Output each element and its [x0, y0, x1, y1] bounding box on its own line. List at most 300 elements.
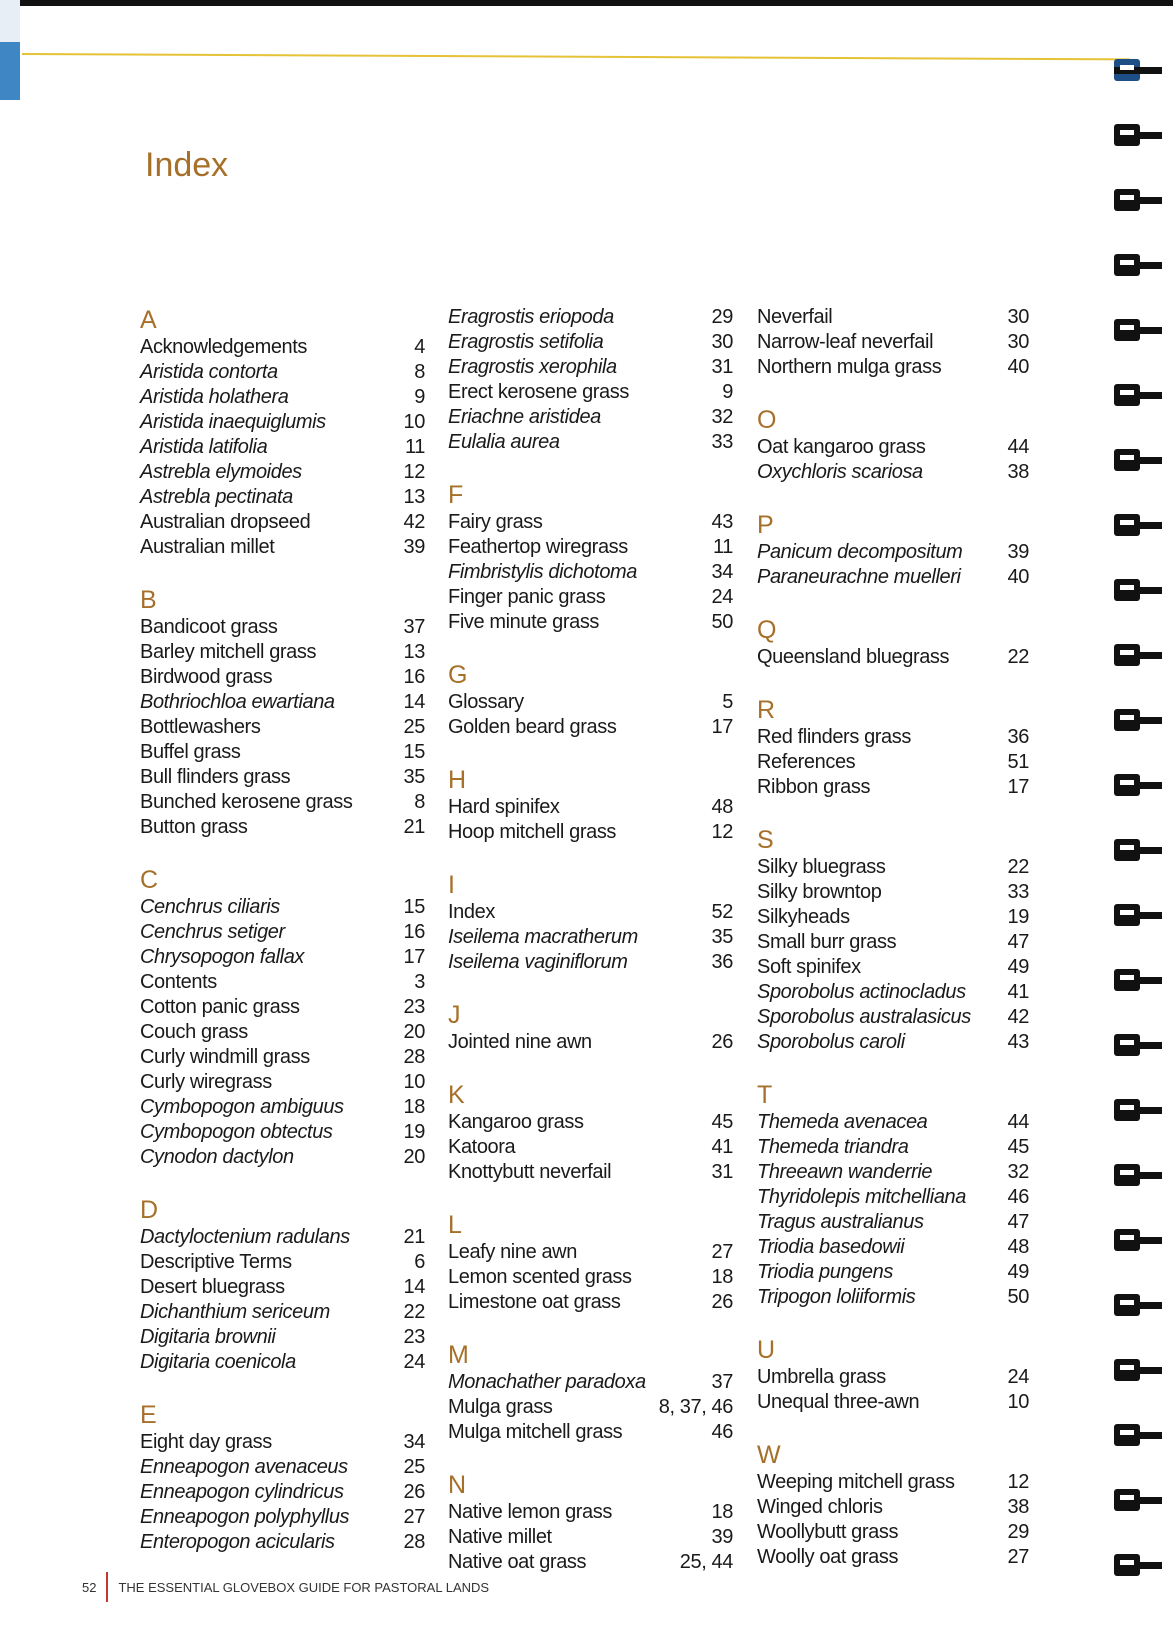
binding-coil: [1112, 250, 1162, 280]
entry-page: 23: [403, 1326, 425, 1348]
index-section: [140, 585, 425, 840]
index-entry: [448, 1370, 733, 1395]
index-entry: [140, 920, 425, 945]
entry-page: 50: [711, 611, 733, 633]
entry-name: Thyridolepis mitchelliana: [757, 1186, 966, 1208]
entry-page: 38: [1007, 461, 1029, 483]
entry-name: Eulalia aurea: [448, 431, 560, 453]
entry-name: Winged chloris: [757, 1496, 883, 1518]
index-entry: [448, 1500, 733, 1525]
entry-page: 28: [403, 1531, 425, 1553]
entry-page: 14: [403, 691, 425, 713]
index-entry: [448, 1290, 733, 1315]
entry-name: Desert bluegrass: [140, 1276, 285, 1298]
entry-name: Monachather paradoxa: [448, 1371, 646, 1393]
entry-name: Hard spinifex: [448, 796, 560, 818]
index-entry: [757, 750, 1029, 775]
section-letter: A: [140, 306, 157, 334]
binding-coil: [1112, 640, 1162, 670]
entry-page: 50: [1007, 1286, 1029, 1308]
entry-name: Silkyheads: [757, 906, 850, 928]
entry-page: 47: [1007, 1211, 1029, 1233]
index-column-3: [757, 305, 1029, 1595]
index-entry: [448, 950, 733, 975]
index-entry: [757, 1185, 1029, 1210]
entry-page: 6: [414, 1251, 425, 1273]
entry-name: Cenchrus setiger: [140, 921, 285, 943]
entry-name: Native lemon grass: [448, 1501, 612, 1523]
index-entry: [140, 1300, 425, 1325]
index-entry: [448, 715, 733, 740]
index-entry: [757, 1365, 1029, 1390]
entry-page: 29: [711, 306, 733, 328]
index-entry: [757, 330, 1029, 355]
index-entry: [448, 1550, 733, 1575]
entry-page: 42: [1007, 1006, 1029, 1028]
entry-page: 45: [1007, 1136, 1029, 1158]
entry-page: 44: [1007, 1111, 1029, 1133]
entry-name: Hoop mitchell grass: [448, 821, 617, 843]
entry-page: 29: [1007, 1521, 1029, 1543]
entry-page: 30: [711, 331, 733, 353]
header-rule: [22, 53, 1130, 60]
index-entry: [448, 1110, 733, 1135]
index-entry: [757, 305, 1029, 330]
binding-coil: [1112, 770, 1162, 800]
entry-name: Acknowledgements: [140, 336, 308, 358]
entry-name: Bottlewashers: [140, 716, 261, 738]
index-entry: [140, 970, 425, 995]
index-section: [448, 765, 733, 845]
entry-page: 26: [403, 1481, 425, 1503]
index-entry: [448, 1240, 733, 1265]
section-letter: J: [448, 1001, 461, 1029]
index-entry: [140, 790, 425, 815]
index-section: [448, 480, 733, 635]
entry-name: Ribbon grass: [757, 776, 871, 798]
index-entry: [757, 1545, 1029, 1570]
index-entry: [140, 535, 425, 560]
entry-name: Katoora: [448, 1136, 516, 1158]
entry-page: 26: [711, 1291, 733, 1313]
entry-page: 30: [1007, 331, 1029, 353]
entry-name: Barley mitchell grass: [140, 641, 317, 663]
index-entry: [140, 1045, 425, 1070]
entry-page: 17: [403, 946, 425, 968]
entry-name: Oat kangaroo grass: [757, 436, 926, 458]
entry-name: Erect kerosene grass: [448, 381, 629, 403]
entry-page: 27: [403, 1506, 425, 1528]
index-entry: [448, 1030, 733, 1055]
entry-name: Woolly oat grass: [757, 1546, 899, 1568]
index-entry: [448, 795, 733, 820]
index-section: [757, 1080, 1029, 1310]
index-entry: [140, 815, 425, 840]
section-tab: [0, 42, 20, 100]
entry-page: 3: [414, 971, 425, 993]
section-letter: K: [448, 1081, 465, 1109]
entry-page: 46: [711, 1421, 733, 1443]
entry-name: Triodia basedowii: [757, 1236, 905, 1258]
entry-name: Neverfail: [757, 306, 833, 328]
entry-page: 33: [711, 431, 733, 453]
index-entry: [757, 540, 1029, 565]
binding-coil: [1112, 55, 1162, 85]
footer-divider: [106, 1572, 108, 1602]
binding-coil: [1112, 575, 1162, 605]
entry-page: 31: [711, 356, 733, 378]
index-section: [140, 305, 425, 560]
index-entry: [140, 410, 425, 435]
entry-page: 39: [403, 536, 425, 558]
index-section: [448, 1080, 733, 1185]
entry-page: 34: [711, 561, 733, 583]
entry-page: 8: [414, 791, 425, 813]
index-entry: [140, 1250, 425, 1275]
entry-page: 22: [403, 1301, 425, 1323]
index-entry: [140, 895, 425, 920]
entry-page: 36: [711, 951, 733, 973]
entry-name: Fairy grass: [448, 511, 543, 533]
entry-name: Threeawn wanderrie: [757, 1161, 933, 1183]
section-letter: G: [448, 661, 468, 689]
index-section: [140, 1195, 425, 1375]
entry-name: Knottybutt neverfail: [448, 1161, 612, 1183]
entry-page: 12: [1007, 1471, 1029, 1493]
index-entry: [757, 1390, 1029, 1415]
index-entry: [140, 485, 425, 510]
entry-name: Golden beard grass: [448, 716, 617, 738]
entry-name: Kangaroo grass: [448, 1111, 584, 1133]
entry-name: Bunched kerosene grass: [140, 791, 353, 813]
entry-page: 11: [405, 436, 425, 458]
entry-name: Native oat grass: [448, 1551, 587, 1573]
entry-name: Birdwood grass: [140, 666, 273, 688]
entry-page: 9: [414, 386, 425, 408]
entry-name: Cymbopogon obtectus: [140, 1121, 333, 1143]
entry-name: Tragus australianus: [757, 1211, 924, 1233]
entry-page: 15: [403, 896, 425, 918]
index-entry: [448, 925, 733, 950]
section-letter: S: [757, 826, 774, 854]
index-entry: [448, 900, 733, 925]
entry-name: Narrow-leaf neverfail: [757, 331, 934, 353]
section-letter: E: [140, 1401, 157, 1429]
entry-name: Native millet: [448, 1526, 552, 1548]
entry-page: 34: [403, 1431, 425, 1453]
entry-page: 12: [711, 821, 733, 843]
entry-name: Aristida holathera: [140, 386, 289, 408]
index-entry: [140, 360, 425, 385]
page-top-edge: [0, 0, 1173, 6]
index-entry: [140, 1095, 425, 1120]
entry-name: Lemon scented grass: [448, 1266, 632, 1288]
index-section: [448, 660, 733, 740]
index-entry: [757, 355, 1029, 380]
entry-page: 24: [711, 586, 733, 608]
entry-page: 36: [1007, 726, 1029, 748]
index-entry: [140, 435, 425, 460]
binding-coil: [1112, 1160, 1162, 1190]
binding-coil: [1112, 1030, 1162, 1060]
entry-name: Umbrella grass: [757, 1366, 886, 1388]
index-entry: [757, 1135, 1029, 1160]
entry-page: 28: [403, 1046, 425, 1068]
entry-name: Curly windmill grass: [140, 1046, 310, 1068]
index-column-2: [448, 305, 733, 1600]
entry-page: 42: [403, 511, 425, 533]
index-entry: [140, 690, 425, 715]
entry-page: 21: [403, 816, 425, 838]
entry-name: Eriachne aristidea: [448, 406, 601, 428]
binding-coil: [1112, 445, 1162, 475]
entry-name: Silky bluegrass: [757, 856, 886, 878]
entry-page: 8: [414, 361, 425, 383]
entry-page: 23: [403, 996, 425, 1018]
section-letter: Q: [757, 616, 777, 644]
entry-name: Paraneurachne muelleri: [757, 566, 961, 588]
index-entry: [140, 1480, 425, 1505]
index-entry: [140, 1145, 425, 1170]
entry-page: 11: [713, 536, 733, 558]
index-entry: [448, 1265, 733, 1290]
binding-coil: [1112, 1485, 1162, 1515]
entry-page: 44: [1007, 436, 1029, 458]
index-entry: [140, 740, 425, 765]
entry-name: Small burr grass: [757, 931, 897, 953]
index-entry: [448, 380, 733, 405]
entry-page: 37: [403, 616, 425, 638]
entry-name: Digitaria coenicola: [140, 1351, 296, 1373]
index-entry: [140, 1325, 425, 1350]
entry-name: Cymbopogon ambiguus: [140, 1096, 344, 1118]
entry-page: 13: [403, 641, 425, 663]
entry-page: 21: [403, 1226, 425, 1248]
entry-name: Limestone oat grass: [448, 1291, 621, 1313]
index-entry: [757, 980, 1029, 1005]
entry-name: Bandicoot grass: [140, 616, 278, 638]
entry-page: 15: [403, 741, 425, 763]
entry-name: Digitaria brownii: [140, 1326, 276, 1348]
index-entry: [140, 1455, 425, 1480]
entry-name: Aristida inaequiglumis: [140, 411, 326, 433]
entry-page: 43: [1007, 1031, 1029, 1053]
entry-page: 48: [711, 796, 733, 818]
index-entry: [757, 725, 1029, 750]
index-entry: [140, 665, 425, 690]
entry-name: Mulga grass: [448, 1396, 553, 1418]
entry-name: Eragrostis setifolia: [448, 331, 604, 353]
index-entry: [757, 955, 1029, 980]
index-entry: [757, 1210, 1029, 1235]
index-section: [757, 825, 1029, 1055]
section-letter: F: [448, 481, 464, 509]
index-entry: [448, 1135, 733, 1160]
index-entry: [757, 1005, 1029, 1030]
page-number: 52: [82, 1579, 97, 1595]
entry-name: Five minute grass: [448, 611, 600, 633]
index-entry: [757, 905, 1029, 930]
page-footer: [82, 1572, 489, 1602]
section-letter: O: [757, 406, 777, 434]
binding-coil: [1112, 510, 1162, 540]
entry-page: 20: [403, 1146, 425, 1168]
section-letter: M: [448, 1341, 469, 1369]
entry-page: 27: [711, 1241, 733, 1263]
entry-name: Enteropogon acicularis: [140, 1531, 335, 1553]
index-entry: [757, 645, 1029, 670]
entry-name: Couch grass: [140, 1021, 248, 1043]
entry-page: 41: [1007, 981, 1029, 1003]
index-entry: [448, 560, 733, 585]
index-entry: [140, 1120, 425, 1145]
section-letter: L: [448, 1211, 462, 1239]
entry-name: Northern mulga grass: [757, 356, 942, 378]
entry-page: 4: [414, 336, 425, 358]
entry-page: 18: [711, 1501, 733, 1523]
index-entry: [140, 640, 425, 665]
index-entry: [140, 1225, 425, 1250]
entry-page: 9: [722, 381, 733, 403]
section-letter: N: [448, 1471, 467, 1499]
index-section: [757, 695, 1029, 800]
index-section: [448, 305, 733, 455]
index-entry: [140, 1350, 425, 1375]
entry-name: Themeda triandra: [757, 1136, 909, 1158]
entry-name: Bull flinders grass: [140, 766, 291, 788]
entry-page: 35: [403, 766, 425, 788]
index-entry: [757, 1520, 1029, 1545]
entry-page: 39: [1007, 541, 1029, 563]
index-section: [448, 1000, 733, 1055]
index-entry: [757, 435, 1029, 460]
entry-name: Leafy nine awn: [448, 1241, 577, 1263]
index-entry: [757, 1470, 1029, 1495]
entry-page: 43: [711, 511, 733, 533]
index-entry: [140, 1505, 425, 1530]
entry-name: Weeping mitchell grass: [757, 1471, 955, 1493]
entry-page: 31: [711, 1161, 733, 1183]
entry-name: Soft spinifex: [757, 956, 861, 978]
index-entry: [140, 510, 425, 535]
entry-page: 47: [1007, 931, 1029, 953]
index-entry: [140, 1430, 425, 1455]
entry-name: Red flinders grass: [757, 726, 911, 748]
entry-name: Contents: [140, 971, 217, 993]
index-entry: [757, 880, 1029, 905]
entry-page: 14: [403, 1276, 425, 1298]
index-section: [757, 615, 1029, 670]
index-entry: [140, 1530, 425, 1555]
entry-name: Triodia pungens: [757, 1261, 893, 1283]
entry-page: 48: [1007, 1236, 1029, 1258]
entry-page: 16: [403, 921, 425, 943]
entry-page: 30: [1007, 306, 1029, 328]
entry-page: 37: [711, 1371, 733, 1393]
section-letter: R: [757, 696, 776, 724]
entry-name: Eight day grass: [140, 1431, 272, 1453]
entry-name: Mulga mitchell grass: [448, 1421, 623, 1443]
entry-name: Themeda avenacea: [757, 1111, 928, 1133]
index-entry: [140, 765, 425, 790]
index-section: [448, 1210, 733, 1315]
index-entry: [757, 565, 1029, 590]
entry-page: 49: [1007, 956, 1029, 978]
entry-name: Cotton panic grass: [140, 996, 300, 1018]
entry-page: 41: [711, 1136, 733, 1158]
entry-page: 17: [711, 716, 733, 738]
entry-page: 25, 44: [679, 1551, 733, 1573]
entry-name: Glossary: [448, 691, 524, 713]
entry-page: 40: [1007, 566, 1029, 588]
binding-coil: [1112, 315, 1162, 345]
index-entry: [448, 690, 733, 715]
section-letter: C: [140, 866, 159, 894]
section-letter: T: [757, 1081, 773, 1109]
binding-coil: [1112, 185, 1162, 215]
index-entry: [448, 430, 733, 455]
entry-name: Enneapogon cylindricus: [140, 1481, 344, 1503]
entry-page: 20: [403, 1021, 425, 1043]
entry-page: 24: [403, 1351, 425, 1373]
entry-page: 32: [711, 406, 733, 428]
index-entry: [448, 1525, 733, 1550]
entry-page: 45: [711, 1111, 733, 1133]
index-entry: [448, 1420, 733, 1445]
entry-name: Enneapogon polyphyllus: [140, 1506, 350, 1528]
entry-name: Buffel grass: [140, 741, 241, 763]
entry-page: 12: [403, 461, 425, 483]
entry-page: 24: [1007, 1366, 1029, 1388]
binding-coil: [1112, 1095, 1162, 1125]
entry-page: 19: [403, 1121, 425, 1143]
index-entry: [140, 385, 425, 410]
entry-page: 18: [711, 1266, 733, 1288]
entry-name: Eragrostis xerophila: [448, 356, 617, 378]
entry-name: Tripogon loliiformis: [757, 1286, 916, 1308]
entry-page: 25: [403, 1456, 425, 1478]
binding-coil: [1112, 1420, 1162, 1450]
binding-coil: [1112, 1355, 1162, 1385]
spiral-binding: [1112, 55, 1173, 1637]
index-entry: [140, 335, 425, 360]
index-entry: [448, 305, 733, 330]
entry-page: 10: [403, 411, 425, 433]
entry-page: 51: [1007, 751, 1029, 773]
entry-page: 8, 37, 46: [658, 1396, 733, 1418]
entry-name: Panicum decompositum: [757, 541, 963, 563]
index-entry: [448, 585, 733, 610]
entry-page: 13: [403, 486, 425, 508]
entry-page: 18: [403, 1096, 425, 1118]
binding-coil: [1112, 705, 1162, 735]
entry-name: Index: [448, 901, 495, 923]
index-entry: [757, 1495, 1029, 1520]
index-section: [448, 1470, 733, 1575]
index-entry: [448, 510, 733, 535]
entry-name: Jointed nine awn: [448, 1031, 592, 1053]
entry-name: Button grass: [140, 816, 248, 838]
index-entry: [448, 820, 733, 845]
index-entry: [448, 405, 733, 430]
index-entry: [140, 1275, 425, 1300]
entry-page: 49: [1007, 1261, 1029, 1283]
section-letter: W: [757, 1441, 781, 1469]
index-section: [757, 1440, 1029, 1570]
entry-name: Dichanthium sericeum: [140, 1301, 330, 1323]
binding-coil: [1112, 1550, 1162, 1580]
entry-page: 27: [1007, 1546, 1029, 1568]
